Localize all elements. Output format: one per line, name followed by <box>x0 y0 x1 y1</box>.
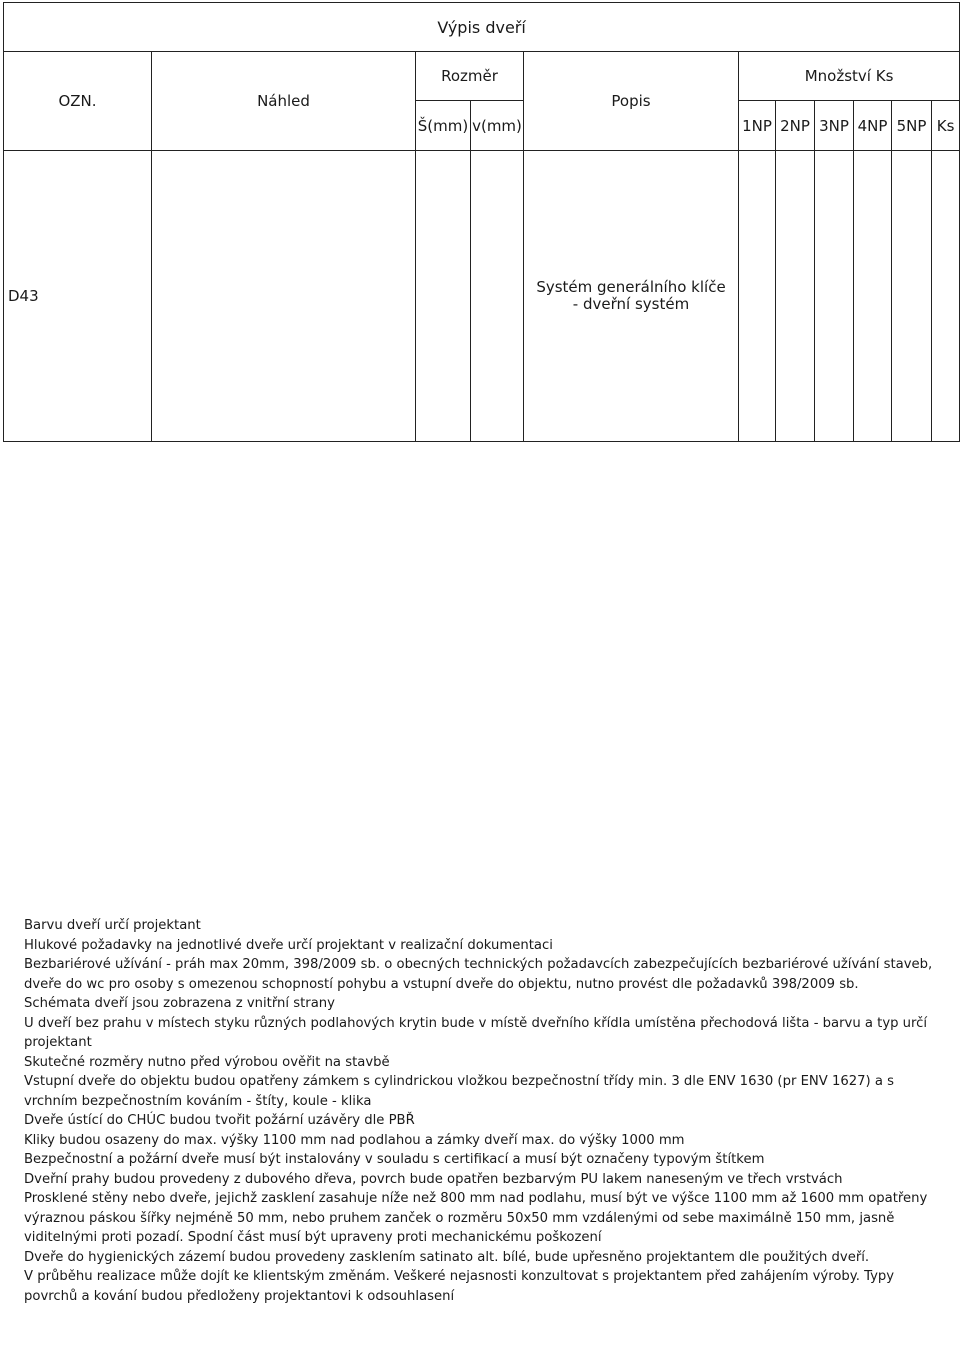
header-description: Popis <box>524 52 739 151</box>
row-description-line1: Systém generálního klíče <box>536 278 726 296</box>
row-height <box>471 151 524 442</box>
row-qty-2np <box>776 151 815 442</box>
door-schedule-table <box>3 2 960 442</box>
note-acoustic: Hlukové požadavky na jednotlivé dveře určí projektant v realizační dokumentaci <box>24 937 553 953</box>
row-qty-total <box>932 151 960 442</box>
row-qty-1np <box>739 151 776 442</box>
row-preview <box>152 151 416 442</box>
row-qty-4np <box>854 151 892 442</box>
note-verify-dimensions: Skutečné rozměry nutno před výrobou ověřit na stavbě <box>24 1054 390 1070</box>
note-fire-exit: Dveře ústící do CHÚC budou tvořit požární uzávěry dle PBŘ <box>24 1113 415 1128</box>
header-width: Š(mm) <box>416 101 471 151</box>
note-oak-thresholds: Dveřní prahy budou provedeny z dubového dřeva, povrch bude opatřen bezbarvým PU lakem naneseným ve třech vrstvách <box>24 1171 843 1187</box>
note-handle-height: Kliky budou osazeny do max. výšky 1100 mm nad podlahou a zámky dveří max. do výšky 1000 mm <box>24 1132 685 1148</box>
notes-section <box>24 916 948 1306</box>
header-floor-5np: 5NP <box>892 101 932 151</box>
header-preview: Náhled <box>152 52 416 151</box>
table-row <box>4 151 960 442</box>
header-height: v(mm) <box>471 101 524 151</box>
note-schemes: Schémata dveří jsou zobrazena z vnitřní strany <box>24 996 335 1011</box>
header-floor-4np: 4NP <box>854 101 892 151</box>
header-dimension: Rozměr <box>416 52 524 101</box>
header-floor-3np: 3NP <box>815 101 854 151</box>
note-threshold-strip: U dveří bez prahu v místech styku různých podlahových krytin bude v místě dveřního křídla umístěna přechodová lišta - barvu a typ určí projektant <box>24 1015 928 1050</box>
header-floor-2np: 2NP <box>776 101 815 151</box>
note-fire-doors-certification: Bezpečnostní a požární dveře musí být instalovány v souladu s certifikací a musí být označeny typovým štítkem <box>24 1152 765 1167</box>
row-description <box>524 151 739 442</box>
note-entrance-lock: Vstupní dveře do objektu budou opatřeny zámkem s cylindrickou vložkou bezpečnostní třídy min. 3 dle ENV 1630 (pr ENV 1627) a s vrchním bezpečnostním kováním - štíty, koule - klika <box>24 1074 895 1109</box>
row-description-line2: - dveřní systém <box>572 295 690 313</box>
note-client-changes: V průběhu realizace může dojít ke klientským změnám. Veškeré nejasnosti konzultovat s projektantem před zahájením výroby. Typy povrchů a kování budou předloženy projektantovi k odsouhlasení <box>24 1269 895 1304</box>
note-paint-color: Barvu dveří určí projektant <box>24 918 201 933</box>
header-code: OZN. <box>4 52 152 151</box>
table-title: Výpis dveří <box>4 3 960 52</box>
header-quantity: Množství Ks <box>739 52 960 101</box>
row-width <box>416 151 471 442</box>
note-barrier-free: Bezbariérové užívání - práh max 20mm, 398/2009 sb. o obecných technických požadavcích zabezpečujících bezbariérové užívání staveb, dveře do wc pro osoby s omezenou schopností pohybu a vstupní dveře do objektu, nutno provést dle požadavků 398/2009 sb. <box>24 957 933 992</box>
header-floor-1np: 1NP <box>739 101 776 151</box>
note-glazing-marking: Prosklené stěny nebo dveře, jejichž zasklení zasahuje níže než 800 mm nad podlahu, musí být ve výšce 1100 mm až 1600 mm opatřeny výraznou páskou šířky nejméně 50 mm, nebo pruhem zanček o rozměru 50x50 mm vzdálenými od sebe maximálně 150 mm, jasně viditelnými proti pozadí. Spodní část musí být upraveny proti mechanickému poškození <box>24 1191 928 1245</box>
header-total-ks: Ks <box>932 101 960 151</box>
row-qty-5np <box>892 151 932 442</box>
note-hygiene-glazing: Dveře do hygienických zázemí budou provedeny zasklením satinato alt. bílé, bude upřesněno projektantem dle použitých dveří. <box>24 1249 870 1265</box>
row-code: D43 <box>4 151 152 442</box>
row-qty-3np <box>815 151 854 442</box>
